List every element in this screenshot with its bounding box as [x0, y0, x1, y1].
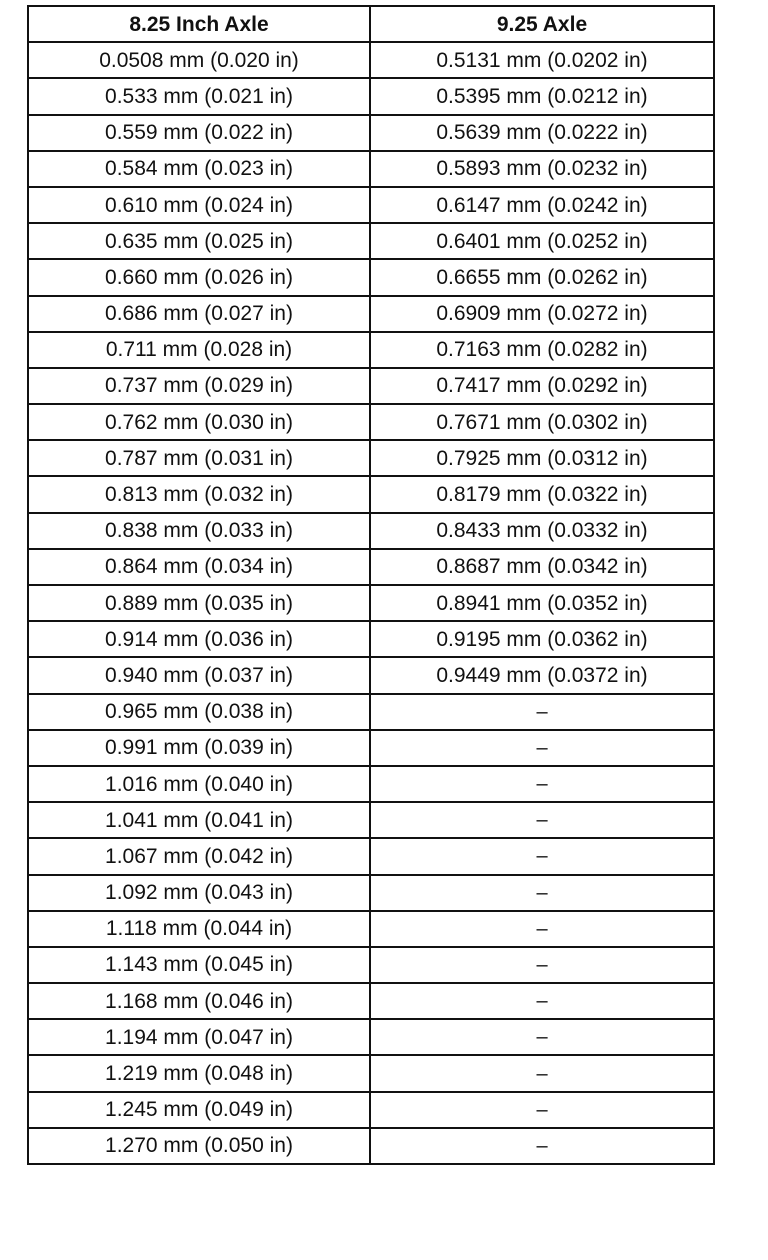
cell-9-25-axle: 0.8433 mm (0.0332 in)	[370, 513, 714, 549]
cell-9-25-axle: 0.8941 mm (0.0352 in)	[370, 585, 714, 621]
table-row	[28, 115, 714, 151]
cell-8-25-inch-axle: 1.041 mm (0.041 in)	[28, 802, 370, 838]
cell-9-25-axle: –	[370, 730, 714, 766]
cell-9-25-axle: 0.5893 mm (0.0232 in)	[370, 151, 714, 187]
cell-8-25-inch-axle: 0.914 mm (0.036 in)	[28, 621, 370, 657]
cell-8-25-inch-axle: 1.245 mm (0.049 in)	[28, 1092, 370, 1128]
table-row	[28, 332, 714, 368]
table-row	[28, 513, 714, 549]
cell-9-25-axle: –	[370, 1055, 714, 1091]
cell-8-25-inch-axle: 1.067 mm (0.042 in)	[28, 838, 370, 874]
cell-9-25-axle: –	[370, 911, 714, 947]
table-row	[28, 187, 714, 223]
table-row	[28, 1019, 714, 1055]
table-row	[28, 802, 714, 838]
cell-9-25-axle: –	[370, 1128, 714, 1164]
cell-8-25-inch-axle: 0.711 mm (0.028 in)	[28, 332, 370, 368]
cell-8-25-inch-axle: 1.194 mm (0.047 in)	[28, 1019, 370, 1055]
cell-9-25-axle: –	[370, 875, 714, 911]
table-row	[28, 585, 714, 621]
table-row	[28, 78, 714, 114]
cell-8-25-inch-axle: 0.533 mm (0.021 in)	[28, 78, 370, 114]
cell-9-25-axle: –	[370, 766, 714, 802]
table-row	[28, 259, 714, 295]
cell-8-25-inch-axle: 0.864 mm (0.034 in)	[28, 549, 370, 585]
cell-9-25-axle: 0.6655 mm (0.0262 in)	[370, 259, 714, 295]
cell-9-25-axle: –	[370, 947, 714, 983]
cell-9-25-axle: –	[370, 983, 714, 1019]
header-9-25-axle: 9.25 Axle	[370, 6, 714, 42]
table-row	[28, 42, 714, 78]
table-row	[28, 368, 714, 404]
cell-9-25-axle: –	[370, 802, 714, 838]
cell-9-25-axle: 0.7417 mm (0.0292 in)	[370, 368, 714, 404]
cell-9-25-axle: –	[370, 694, 714, 730]
cell-8-25-inch-axle: 0.889 mm (0.035 in)	[28, 585, 370, 621]
cell-9-25-axle: 0.7671 mm (0.0302 in)	[370, 404, 714, 440]
cell-9-25-axle: 0.7925 mm (0.0312 in)	[370, 440, 714, 476]
table-row	[28, 1055, 714, 1091]
header-row	[28, 6, 714, 42]
cell-8-25-inch-axle: 0.940 mm (0.037 in)	[28, 657, 370, 693]
table-row	[28, 223, 714, 259]
cell-9-25-axle: –	[370, 1092, 714, 1128]
table-row	[28, 549, 714, 585]
cell-9-25-axle: 0.7163 mm (0.0282 in)	[370, 332, 714, 368]
table-header	[28, 6, 714, 42]
header-8-25-inch-axle: 8.25 Inch Axle	[28, 6, 370, 42]
table-row	[28, 694, 714, 730]
cell-8-25-inch-axle: 0.686 mm (0.027 in)	[28, 296, 370, 332]
cell-9-25-axle: 0.6401 mm (0.0252 in)	[370, 223, 714, 259]
cell-8-25-inch-axle: 1.016 mm (0.040 in)	[28, 766, 370, 802]
cell-9-25-axle: 0.6147 mm (0.0242 in)	[370, 187, 714, 223]
cell-8-25-inch-axle: 0.813 mm (0.032 in)	[28, 476, 370, 512]
table-row	[28, 730, 714, 766]
table-row	[28, 296, 714, 332]
cell-8-25-inch-axle: 0.838 mm (0.033 in)	[28, 513, 370, 549]
table-row	[28, 440, 714, 476]
cell-9-25-axle: 0.5639 mm (0.0222 in)	[370, 115, 714, 151]
cell-9-25-axle: 0.5395 mm (0.0212 in)	[370, 78, 714, 114]
cell-9-25-axle: –	[370, 1019, 714, 1055]
cell-8-25-inch-axle: 1.270 mm (0.050 in)	[28, 1128, 370, 1164]
table-row	[28, 983, 714, 1019]
cell-9-25-axle: 0.9449 mm (0.0372 in)	[370, 657, 714, 693]
cell-8-25-inch-axle: 0.610 mm (0.024 in)	[28, 187, 370, 223]
cell-9-25-axle: 0.8179 mm (0.0322 in)	[370, 476, 714, 512]
cell-8-25-inch-axle: 0.787 mm (0.031 in)	[28, 440, 370, 476]
table-row	[28, 621, 714, 657]
table-row	[28, 838, 714, 874]
table-row	[28, 404, 714, 440]
cell-8-25-inch-axle: 0.965 mm (0.038 in)	[28, 694, 370, 730]
table-row	[28, 657, 714, 693]
cell-8-25-inch-axle: 0.737 mm (0.029 in)	[28, 368, 370, 404]
table-row	[28, 1092, 714, 1128]
cell-8-25-inch-axle: 0.0508 mm (0.020 in)	[28, 42, 370, 78]
cell-8-25-inch-axle: 0.991 mm (0.039 in)	[28, 730, 370, 766]
table-row	[28, 766, 714, 802]
table-row	[28, 1128, 714, 1164]
cell-8-25-inch-axle: 1.143 mm (0.045 in)	[28, 947, 370, 983]
table-row	[28, 911, 714, 947]
table-body	[28, 42, 714, 1164]
shim-spec-table	[27, 5, 715, 1165]
cell-8-25-inch-axle: 1.168 mm (0.046 in)	[28, 983, 370, 1019]
table-row	[28, 476, 714, 512]
cell-9-25-axle: 0.8687 mm (0.0342 in)	[370, 549, 714, 585]
cell-8-25-inch-axle: 0.762 mm (0.030 in)	[28, 404, 370, 440]
cell-8-25-inch-axle: 0.635 mm (0.025 in)	[28, 223, 370, 259]
table-row	[28, 151, 714, 187]
cell-8-25-inch-axle: 1.219 mm (0.048 in)	[28, 1055, 370, 1091]
cell-9-25-axle: –	[370, 838, 714, 874]
cell-8-25-inch-axle: 1.118 mm (0.044 in)	[28, 911, 370, 947]
cell-8-25-inch-axle: 0.584 mm (0.023 in)	[28, 151, 370, 187]
cell-9-25-axle: 0.6909 mm (0.0272 in)	[370, 296, 714, 332]
cell-8-25-inch-axle: 0.559 mm (0.022 in)	[28, 115, 370, 151]
cell-9-25-axle: 0.5131 mm (0.0202 in)	[370, 42, 714, 78]
table-row	[28, 875, 714, 911]
cell-8-25-inch-axle: 0.660 mm (0.026 in)	[28, 259, 370, 295]
table-row	[28, 947, 714, 983]
cell-8-25-inch-axle: 1.092 mm (0.043 in)	[28, 875, 370, 911]
cell-9-25-axle: 0.9195 mm (0.0362 in)	[370, 621, 714, 657]
